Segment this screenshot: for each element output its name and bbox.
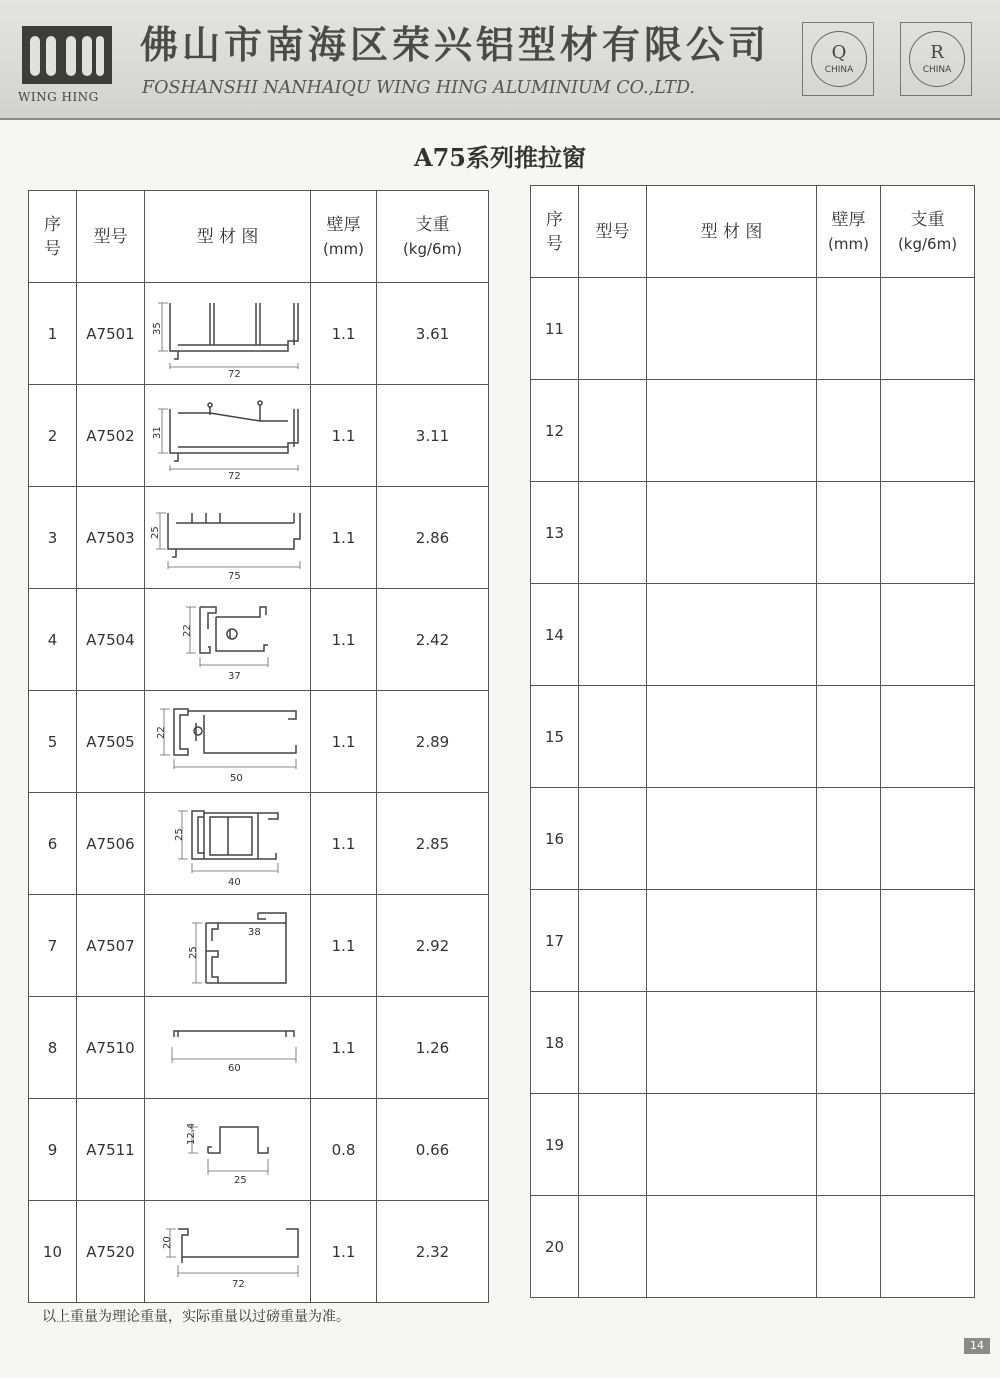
table-row	[29, 895, 489, 997]
model-cell	[579, 1094, 647, 1196]
table-row	[531, 380, 975, 482]
weight-cell	[881, 278, 975, 380]
wall-cell	[817, 380, 881, 482]
weight-label: 支重	[415, 214, 450, 235]
profile-drawing-a7510	[145, 997, 311, 1099]
weight-label: 支重	[910, 209, 945, 230]
model-cell: A7502	[77, 385, 145, 487]
dim-height: 25	[173, 827, 185, 841]
profile-drawing-a7520	[145, 1201, 311, 1303]
profile-drawing-a7505	[145, 691, 311, 793]
cert-r-sub: CHINA	[922, 65, 952, 75]
table-row	[29, 1201, 489, 1303]
seq-cell: 12	[531, 380, 579, 482]
wall-cell: 1.1	[311, 589, 377, 691]
dim-width: 72	[227, 470, 241, 481]
col-header-seq	[29, 191, 77, 283]
seq-cell: 3	[29, 487, 77, 589]
table-row	[531, 482, 975, 584]
profile-drawing-a7501	[145, 283, 311, 385]
drawing-cell	[647, 788, 817, 890]
profile-drawing-a7503	[145, 487, 311, 589]
col-header-model: 型号	[77, 191, 145, 283]
table-header-row	[29, 191, 489, 283]
wall-unit: (mm)	[828, 234, 869, 253]
weight-cell: 0.66	[377, 1099, 489, 1201]
seq-cell: 17	[531, 890, 579, 992]
weight-cell: 2.86	[377, 487, 489, 589]
drawing-cell	[647, 380, 817, 482]
seq-cell: 4	[29, 589, 77, 691]
page-header	[0, 0, 1000, 120]
seq-cell: 16	[531, 788, 579, 890]
wall-cell	[817, 1196, 881, 1298]
seq-cell: 7	[29, 895, 77, 997]
dim-height: 12.4	[185, 1122, 197, 1145]
weight-cell	[881, 1094, 975, 1196]
seq-cell: 15	[531, 686, 579, 788]
seq-cell: 1	[29, 283, 77, 385]
wall-cell: 1.1	[311, 1201, 377, 1303]
weight-cell: 2.89	[377, 691, 489, 793]
col-header-weight	[881, 186, 975, 278]
table-row	[29, 589, 489, 691]
profile-drawing-a7506	[145, 793, 311, 895]
wing-hing-logo	[22, 26, 112, 84]
weight-cell: 2.32	[377, 1201, 489, 1303]
model-cell: A7501	[77, 283, 145, 385]
spec-table-left	[28, 190, 489, 1303]
drawing-cell	[647, 278, 817, 380]
weight-cell: 1.26	[377, 997, 489, 1099]
page-title: A75系列推拉窗	[413, 143, 587, 172]
weight-cell	[881, 380, 975, 482]
table-row	[29, 1099, 489, 1201]
wall-label: 壁厚	[326, 214, 361, 235]
model-cell: A7504	[77, 589, 145, 691]
weight-cell: 2.92	[377, 895, 489, 997]
drawing-cell	[647, 686, 817, 788]
seq-cell: 9	[29, 1099, 77, 1201]
table-row	[531, 1094, 975, 1196]
model-cell: A7506	[77, 793, 145, 895]
col-header-drawing: 型 材 图	[647, 186, 817, 278]
r-china-cert-mark	[900, 22, 972, 96]
table-header-row	[531, 186, 975, 278]
wall-cell	[817, 992, 881, 1094]
weight-unit: (kg/6m)	[402, 239, 463, 258]
wall-cell: 1.1	[311, 385, 377, 487]
table-row	[531, 788, 975, 890]
drawing-cell	[647, 482, 817, 584]
model-cell	[579, 788, 647, 890]
seq-cell: 14	[531, 584, 579, 686]
col-header-drawing: 型 材 图	[145, 191, 311, 283]
weight-cell	[881, 482, 975, 584]
page-number: 14	[964, 1338, 990, 1354]
weight-cell	[881, 686, 975, 788]
table-row	[29, 997, 489, 1099]
model-cell: A7520	[77, 1201, 145, 1303]
wall-cell	[817, 482, 881, 584]
model-cell: A7510	[77, 997, 145, 1099]
drawing-cell	[647, 890, 817, 992]
dim-width: 60	[227, 1062, 241, 1074]
table-row	[531, 1196, 975, 1298]
weight-cell	[881, 788, 975, 890]
dim-width: 72	[231, 1278, 245, 1290]
table-row	[531, 584, 975, 686]
model-cell: A7503	[77, 487, 145, 589]
seq-cell: 13	[531, 482, 579, 584]
dim-width: 72	[227, 368, 241, 379]
wall-cell: 1.1	[311, 487, 377, 589]
company-name-en: FOSHANSHI NANHAIQU WING HING ALUMINIUM CO.,LTD.	[142, 78, 695, 98]
seq-cell: 10	[29, 1201, 77, 1303]
model-cell	[579, 686, 647, 788]
wall-cell	[817, 584, 881, 686]
weight-cell	[881, 584, 975, 686]
dim-width: 25	[233, 1174, 247, 1186]
model-cell	[579, 1196, 647, 1298]
wall-cell: 1.1	[311, 691, 377, 793]
weight-footnote: 以上重量为理论重量，实际重量以过磅重量为准。	[42, 1309, 350, 1325]
model-cell	[579, 482, 647, 584]
model-cell	[579, 584, 647, 686]
seq-cell: 20	[531, 1196, 579, 1298]
weight-cell	[881, 890, 975, 992]
model-cell: A7505	[77, 691, 145, 793]
dim-width: 37	[227, 670, 241, 682]
dim-height: 22	[155, 725, 167, 739]
wall-cell	[817, 686, 881, 788]
wall-cell: 1.1	[311, 895, 377, 997]
profile-drawing-a7504	[145, 589, 311, 691]
weight-cell: 2.85	[377, 793, 489, 895]
drawing-cell	[647, 584, 817, 686]
wall-cell: 1.1	[311, 283, 377, 385]
weight-unit: (kg/6m)	[897, 234, 958, 253]
seq-cell: 19	[531, 1094, 579, 1196]
drawing-cell	[647, 1094, 817, 1196]
wall-cell: 0.8	[311, 1099, 377, 1201]
weight-cell: 3.61	[377, 283, 489, 385]
drawing-cell	[647, 1196, 817, 1298]
model-cell	[579, 890, 647, 992]
dim-height: 31	[151, 425, 163, 439]
table-row	[29, 691, 489, 793]
wall-cell	[817, 890, 881, 992]
cert-q-letter: Q	[831, 42, 847, 63]
table-row	[531, 890, 975, 992]
table-row	[531, 992, 975, 1094]
weight-cell	[881, 992, 975, 1094]
dim-height: 25	[149, 525, 161, 539]
wall-cell: 1.1	[311, 793, 377, 895]
col-header-seq	[531, 186, 579, 278]
q-china-cert-mark	[802, 22, 874, 96]
table-row	[29, 283, 489, 385]
seq-cell: 5	[29, 691, 77, 793]
cert-r-letter: R	[930, 42, 944, 63]
wall-cell: 1.1	[311, 997, 377, 1099]
col-header-model: 型号	[579, 186, 647, 278]
table-row	[531, 686, 975, 788]
dim-width: 50	[229, 772, 243, 784]
seq-cell: 11	[531, 278, 579, 380]
model-cell: A7511	[77, 1099, 145, 1201]
wall-cell	[817, 1094, 881, 1196]
col-header-weight	[377, 191, 489, 283]
table-row	[29, 487, 489, 589]
weight-cell: 2.42	[377, 589, 489, 691]
col-header-wall	[311, 191, 377, 283]
col-header-wall	[817, 186, 881, 278]
wall-cell	[817, 788, 881, 890]
wall-cell	[817, 278, 881, 380]
dim-height: 20	[161, 1235, 173, 1249]
table-row	[531, 278, 975, 380]
dim-height: 35	[151, 321, 163, 335]
logo-text: WING HING	[18, 90, 99, 104]
model-cell: A7507	[77, 895, 145, 997]
seq-header-label: 序号	[44, 214, 61, 259]
dim-width: 38	[247, 926, 261, 938]
wall-label: 壁厚	[831, 209, 866, 230]
weight-cell	[881, 1196, 975, 1298]
cert-q-sub: CHINA	[824, 65, 854, 75]
model-cell	[579, 992, 647, 1094]
weight-cell: 3.11	[377, 385, 489, 487]
profile-drawing-a7507	[145, 895, 311, 997]
profile-drawing-a7502	[145, 385, 311, 487]
profile-drawing-a7511	[145, 1099, 311, 1201]
seq-cell: 2	[29, 385, 77, 487]
dim-width: 75	[227, 570, 241, 582]
dim-height: 22	[181, 623, 193, 637]
wall-unit: (mm)	[323, 239, 364, 258]
drawing-cell	[647, 992, 817, 1094]
company-name-cn: 佛山市南海区荣兴铝型材有限公司	[140, 22, 771, 67]
table-row	[29, 793, 489, 895]
dim-width: 40	[227, 876, 241, 888]
model-cell	[579, 380, 647, 482]
spec-table-right	[530, 185, 975, 1298]
table-row	[29, 385, 489, 487]
dim-height: 25	[187, 945, 199, 959]
seq-cell: 6	[29, 793, 77, 895]
seq-header-label: 序号	[546, 209, 563, 254]
model-cell	[579, 278, 647, 380]
seq-cell: 18	[531, 992, 579, 1094]
seq-cell: 8	[29, 997, 77, 1099]
